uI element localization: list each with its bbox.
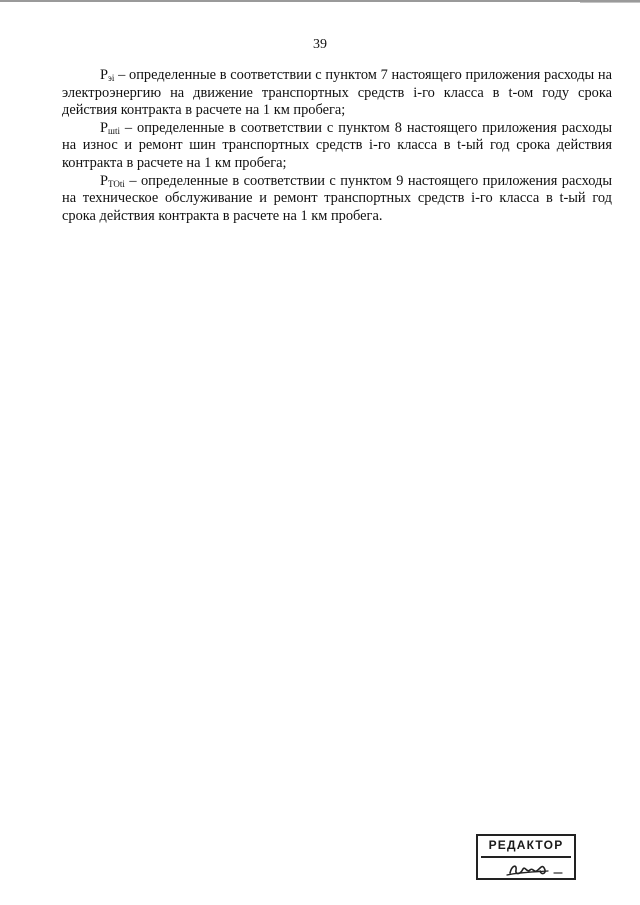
definition-text: – определенные в соответствии с пунктом 8 настоящего приложения расходы на износ и ремонт шин транспортных средств i-го класса в t-ый год срока действия контракта в расчете на 1 км пробега; — [62, 119, 612, 171]
document-body — [62, 67, 612, 225]
signature-icon — [496, 858, 572, 880]
definition-paragraph-tires — [62, 120, 612, 173]
page-top-edge — [0, 0, 640, 2]
symbol-p-maintenance — [100, 173, 125, 189]
definition-paragraph-maintenance — [62, 173, 612, 226]
symbol-p-energy — [100, 67, 114, 83]
symbol-subscript: шti — [108, 125, 120, 136]
stamp-label: РЕДАКТОР — [488, 838, 564, 852]
definition-text: – определенные в соответствии с пунктом 9 настоящего приложения расходы на техническое обслуживание и ремонт транспортных средств i-го класса в t-ый год срока действия контракта в расчете на 1 км пробега. — [62, 172, 612, 224]
page-number: 39 — [313, 37, 327, 52]
definition-paragraph-energy — [62, 67, 612, 120]
symbol-subscript: ТОti — [108, 178, 125, 189]
symbol-base: Р — [100, 67, 109, 83]
symbol-subscript: эi — [108, 73, 115, 83]
symbol-p-tires — [100, 120, 120, 136]
page-top-edge-shadow — [580, 2, 640, 3]
symbol-base: Р — [100, 172, 109, 189]
symbol-base: Р — [100, 119, 109, 136]
editor-stamp — [476, 834, 576, 880]
definition-text: – определенные в соответствии с пунктом 7 настоящего приложения расходы на электроэнергию на движение транспортных средств i-го класса в t-ом году срока действия контракта в расчете на 1 км пробега; — [62, 67, 612, 119]
